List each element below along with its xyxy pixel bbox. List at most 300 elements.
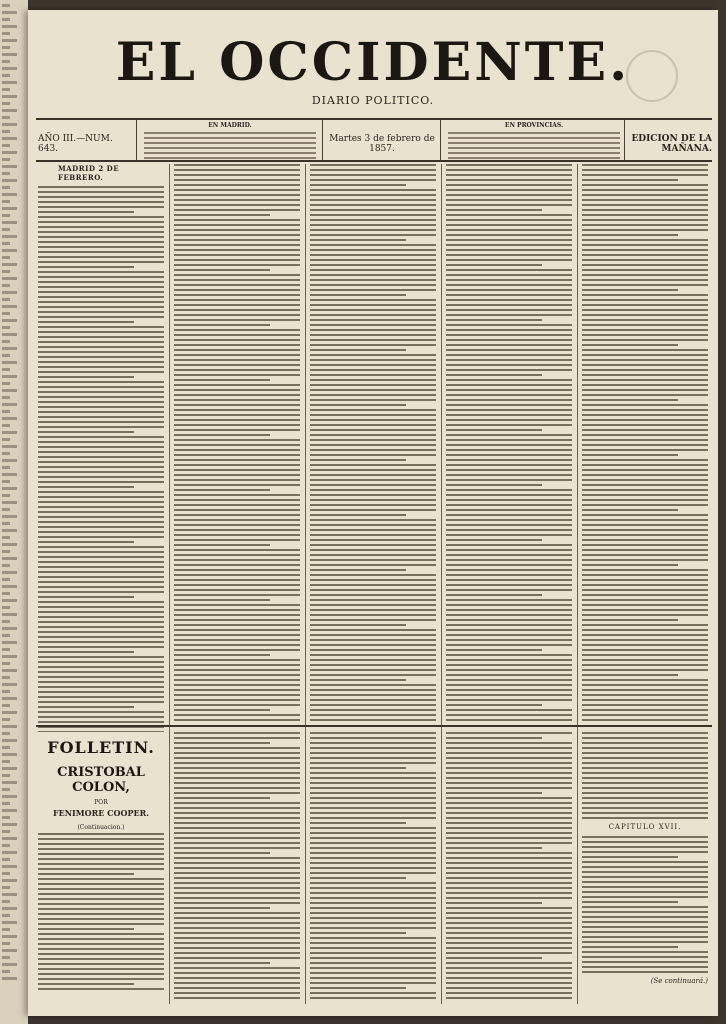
text-line bbox=[446, 987, 572, 989]
text-line bbox=[174, 624, 300, 626]
text-line bbox=[310, 254, 436, 256]
text-line bbox=[2, 207, 17, 210]
text-line bbox=[2, 4, 10, 7]
text-line bbox=[174, 444, 300, 446]
text-line bbox=[2, 424, 10, 427]
text-line bbox=[446, 379, 572, 381]
text-line bbox=[174, 289, 300, 291]
text-line bbox=[446, 737, 542, 739]
text-line bbox=[38, 716, 164, 718]
text-line bbox=[446, 384, 572, 386]
text-line bbox=[38, 216, 164, 218]
text-line bbox=[38, 616, 164, 618]
text-line bbox=[310, 359, 436, 361]
text-line bbox=[2, 816, 10, 819]
text-line bbox=[310, 887, 436, 889]
text-line bbox=[310, 772, 436, 774]
text-line bbox=[174, 464, 300, 466]
text-line bbox=[446, 644, 572, 646]
text-line bbox=[446, 897, 572, 899]
text-line bbox=[310, 164, 436, 166]
text-line bbox=[310, 299, 436, 301]
text-line bbox=[446, 619, 572, 621]
text-line bbox=[2, 361, 17, 364]
text-line bbox=[582, 264, 708, 266]
text-line bbox=[446, 857, 572, 859]
text-line bbox=[446, 654, 572, 656]
text-line bbox=[582, 179, 678, 181]
text-line bbox=[174, 962, 270, 964]
text-line bbox=[38, 843, 164, 845]
text-line bbox=[2, 949, 17, 952]
text-line bbox=[310, 259, 436, 261]
text-line bbox=[174, 219, 300, 221]
text-line bbox=[38, 416, 164, 418]
column-rule bbox=[577, 164, 578, 1004]
text-line bbox=[2, 774, 10, 777]
text-line bbox=[174, 524, 300, 526]
text-line bbox=[2, 473, 17, 476]
text-line bbox=[174, 659, 300, 661]
text-line bbox=[582, 941, 708, 943]
text-line bbox=[446, 389, 572, 391]
text-line bbox=[582, 971, 708, 973]
text-line bbox=[446, 314, 572, 316]
text-line bbox=[2, 221, 17, 224]
text-line bbox=[2, 396, 10, 399]
text-line bbox=[310, 757, 436, 759]
text-line bbox=[174, 982, 300, 984]
text-line bbox=[310, 439, 436, 441]
text-line bbox=[446, 334, 572, 336]
text-line bbox=[174, 977, 300, 979]
text-line bbox=[310, 544, 436, 546]
text-line bbox=[38, 691, 164, 693]
text-line bbox=[582, 699, 708, 701]
text-line bbox=[38, 526, 164, 528]
text-line bbox=[2, 886, 10, 889]
text-line bbox=[174, 927, 300, 929]
text-line bbox=[310, 709, 436, 711]
text-line bbox=[2, 354, 10, 357]
text-line bbox=[38, 256, 164, 258]
text-line bbox=[38, 571, 164, 573]
issue-date: Martes 3 de febrero de 1857. bbox=[329, 134, 435, 154]
text-line bbox=[38, 301, 164, 303]
text-line bbox=[38, 436, 164, 438]
text-line bbox=[174, 997, 300, 999]
text-line bbox=[582, 841, 708, 843]
text-line bbox=[174, 644, 300, 646]
text-line bbox=[174, 787, 300, 789]
text-line bbox=[310, 249, 436, 251]
text-line bbox=[310, 189, 436, 191]
text-line bbox=[38, 296, 164, 298]
text-line bbox=[446, 767, 572, 769]
text-line bbox=[582, 589, 708, 591]
text-line bbox=[174, 817, 300, 819]
info-divider bbox=[136, 120, 137, 160]
text-line bbox=[310, 762, 436, 764]
text-line bbox=[582, 544, 708, 546]
text-line bbox=[38, 261, 164, 263]
text-line bbox=[582, 866, 708, 868]
text-line bbox=[582, 594, 708, 596]
text-line bbox=[582, 424, 708, 426]
text-line bbox=[174, 689, 300, 691]
text-line bbox=[582, 861, 708, 863]
text-line bbox=[2, 767, 17, 770]
text-line bbox=[174, 204, 300, 206]
text-line bbox=[174, 294, 300, 296]
text-line bbox=[2, 109, 17, 112]
text-line bbox=[2, 137, 17, 140]
text-line bbox=[446, 709, 572, 711]
text-line bbox=[446, 294, 572, 296]
text-line bbox=[2, 907, 17, 910]
text-line bbox=[2, 270, 10, 273]
text-line bbox=[310, 684, 436, 686]
text-line bbox=[310, 244, 436, 246]
text-line bbox=[2, 823, 17, 826]
text-line bbox=[38, 316, 164, 318]
text-line bbox=[2, 263, 17, 266]
text-line bbox=[38, 978, 164, 980]
text-line bbox=[38, 291, 164, 293]
text-line bbox=[174, 912, 300, 914]
text-line bbox=[38, 711, 164, 713]
text-line bbox=[582, 464, 708, 466]
text-line bbox=[446, 404, 572, 406]
text-line bbox=[446, 689, 572, 691]
text-line bbox=[174, 329, 300, 331]
text-line bbox=[174, 634, 300, 636]
text-line bbox=[446, 244, 572, 246]
text-line bbox=[310, 872, 436, 874]
text-line bbox=[582, 354, 708, 356]
text-line bbox=[446, 349, 572, 351]
text-line bbox=[582, 534, 708, 536]
text-line bbox=[582, 329, 708, 331]
text-line bbox=[310, 742, 436, 744]
text-line bbox=[582, 494, 708, 496]
text-line bbox=[446, 494, 572, 496]
text-line bbox=[582, 782, 708, 784]
text-line bbox=[174, 852, 270, 854]
text-line bbox=[446, 364, 572, 366]
text-line bbox=[2, 718, 10, 721]
text-line bbox=[446, 259, 572, 261]
text-line bbox=[446, 752, 572, 754]
text-line bbox=[310, 339, 436, 341]
text-line bbox=[38, 908, 164, 910]
text-line bbox=[446, 977, 572, 979]
text-line bbox=[310, 664, 436, 666]
text-line bbox=[174, 269, 270, 271]
text-line bbox=[446, 539, 542, 541]
text-line bbox=[174, 214, 270, 216]
text-line bbox=[38, 591, 164, 593]
text-line bbox=[310, 449, 436, 451]
text-line bbox=[310, 957, 436, 959]
text-line bbox=[174, 239, 300, 241]
text-line bbox=[446, 674, 572, 676]
text-line bbox=[582, 239, 708, 241]
text-line bbox=[2, 732, 10, 735]
text-line bbox=[310, 812, 436, 814]
text-line bbox=[2, 340, 10, 343]
text-line bbox=[2, 445, 17, 448]
text-line bbox=[582, 519, 708, 521]
text-line bbox=[310, 514, 406, 516]
text-line bbox=[38, 898, 164, 900]
text-line bbox=[310, 589, 436, 591]
text-line bbox=[446, 912, 572, 914]
text-line bbox=[310, 399, 436, 401]
text-line bbox=[446, 454, 572, 456]
text-line bbox=[582, 394, 708, 396]
text-line bbox=[446, 414, 572, 416]
text-line bbox=[582, 876, 708, 878]
text-line bbox=[174, 519, 300, 521]
text-line bbox=[582, 349, 708, 351]
text-line bbox=[446, 867, 572, 869]
text-line bbox=[2, 648, 10, 651]
text-line bbox=[446, 802, 572, 804]
text-line bbox=[582, 529, 708, 531]
text-line bbox=[582, 762, 708, 764]
text-line bbox=[446, 822, 572, 824]
text-line bbox=[174, 459, 300, 461]
text-line bbox=[310, 714, 436, 716]
text-line bbox=[38, 376, 134, 378]
text-line bbox=[582, 689, 708, 691]
text-line bbox=[446, 922, 572, 924]
text-line bbox=[2, 53, 17, 56]
text-line bbox=[446, 409, 572, 411]
text-line bbox=[582, 654, 708, 656]
text-line bbox=[174, 344, 300, 346]
text-line bbox=[310, 654, 436, 656]
text-line bbox=[38, 948, 164, 950]
text-line bbox=[174, 649, 300, 651]
text-line bbox=[2, 830, 10, 833]
feuilleton-column-3 bbox=[310, 732, 436, 1004]
text-line bbox=[446, 534, 572, 536]
text-line bbox=[174, 569, 300, 571]
feuilleton-column-4 bbox=[446, 732, 572, 1004]
text-line bbox=[446, 264, 542, 266]
text-line bbox=[582, 916, 708, 918]
text-line bbox=[446, 424, 572, 426]
text-line bbox=[2, 676, 10, 679]
text-line bbox=[38, 918, 164, 920]
text-line bbox=[174, 454, 300, 456]
text-line bbox=[174, 802, 300, 804]
text-line bbox=[2, 550, 10, 553]
text-line bbox=[582, 851, 708, 853]
previous-page-edge bbox=[0, 0, 28, 1024]
text-line bbox=[2, 165, 17, 168]
text-line bbox=[174, 474, 300, 476]
text-line bbox=[38, 191, 164, 193]
text-line bbox=[174, 434, 270, 436]
text-line bbox=[174, 539, 300, 541]
text-line bbox=[174, 309, 300, 311]
text-line bbox=[446, 439, 572, 441]
text-line bbox=[174, 822, 300, 824]
text-line bbox=[446, 872, 572, 874]
text-line bbox=[38, 878, 164, 880]
text-line bbox=[310, 529, 436, 531]
text-line bbox=[38, 848, 164, 850]
text-line bbox=[174, 414, 300, 416]
text-line bbox=[446, 599, 572, 601]
text-line bbox=[174, 489, 270, 491]
text-line bbox=[446, 952, 572, 954]
text-line bbox=[446, 269, 572, 271]
text-line bbox=[446, 917, 572, 919]
text-line bbox=[310, 982, 436, 984]
text-line bbox=[446, 234, 572, 236]
text-line bbox=[582, 444, 708, 446]
text-line bbox=[2, 809, 17, 812]
text-line bbox=[38, 706, 134, 708]
text-line bbox=[174, 189, 300, 191]
text-line bbox=[310, 289, 436, 291]
text-line bbox=[446, 499, 572, 501]
text-line bbox=[446, 204, 572, 206]
text-line bbox=[310, 817, 436, 819]
text-line bbox=[446, 797, 572, 799]
text-line bbox=[2, 963, 17, 966]
text-line bbox=[174, 867, 300, 869]
text-line bbox=[38, 531, 164, 533]
text-line bbox=[174, 484, 300, 486]
text-line bbox=[310, 604, 436, 606]
text-line bbox=[38, 868, 164, 870]
text-line bbox=[38, 963, 164, 965]
text-line bbox=[310, 214, 436, 216]
text-line bbox=[582, 344, 678, 346]
provinces-heading: EN PROVINCIAS. bbox=[504, 122, 564, 129]
text-line bbox=[38, 551, 164, 553]
text-line bbox=[582, 747, 708, 749]
text-line bbox=[310, 857, 436, 859]
text-line bbox=[446, 832, 572, 834]
text-line bbox=[174, 669, 300, 671]
text-line bbox=[582, 324, 708, 326]
text-line bbox=[582, 294, 708, 296]
text-line bbox=[38, 958, 164, 960]
by-label: POR bbox=[94, 799, 108, 806]
text-line bbox=[2, 326, 10, 329]
text-line bbox=[2, 116, 10, 119]
text-line bbox=[2, 312, 10, 315]
text-line bbox=[582, 817, 708, 819]
text-line bbox=[2, 144, 10, 147]
text-line bbox=[310, 169, 436, 171]
text-line bbox=[582, 299, 708, 301]
text-line bbox=[38, 546, 164, 548]
text-line bbox=[446, 444, 572, 446]
text-line bbox=[2, 942, 10, 945]
text-line bbox=[38, 943, 164, 945]
text-line bbox=[38, 541, 134, 543]
text-line bbox=[446, 369, 572, 371]
text-line bbox=[446, 399, 572, 401]
text-line bbox=[310, 594, 436, 596]
text-line bbox=[446, 199, 572, 201]
text-line bbox=[2, 599, 17, 602]
text-line bbox=[174, 579, 300, 581]
text-line bbox=[38, 536, 164, 538]
text-line bbox=[446, 609, 572, 611]
text-line bbox=[582, 449, 708, 451]
text-line bbox=[2, 18, 10, 21]
text-line bbox=[2, 130, 10, 133]
text-line bbox=[446, 394, 572, 396]
text-line bbox=[174, 319, 300, 321]
text-line bbox=[174, 902, 300, 904]
text-line bbox=[310, 469, 436, 471]
text-line bbox=[310, 747, 436, 749]
text-line bbox=[582, 614, 708, 616]
text-line bbox=[2, 102, 10, 105]
text-line bbox=[2, 172, 10, 175]
text-line bbox=[2, 683, 17, 686]
text-line bbox=[38, 271, 164, 273]
text-line bbox=[38, 988, 164, 990]
text-line bbox=[2, 501, 17, 504]
text-line bbox=[174, 957, 300, 959]
text-line bbox=[174, 639, 300, 641]
text-line bbox=[310, 314, 436, 316]
text-line bbox=[446, 669, 572, 671]
text-line bbox=[310, 489, 436, 491]
text-line bbox=[310, 927, 436, 929]
text-line bbox=[2, 298, 10, 301]
text-line bbox=[174, 897, 300, 899]
text-line bbox=[446, 569, 572, 571]
text-line bbox=[2, 452, 10, 455]
text-line bbox=[446, 289, 572, 291]
text-line bbox=[174, 807, 300, 809]
text-line bbox=[446, 284, 572, 286]
text-line bbox=[2, 613, 17, 616]
text-line bbox=[2, 529, 17, 532]
column-rule bbox=[441, 164, 442, 1004]
text-line bbox=[310, 862, 436, 864]
text-line bbox=[446, 489, 572, 491]
text-line bbox=[38, 566, 164, 568]
text-line bbox=[174, 812, 300, 814]
text-line bbox=[174, 594, 300, 596]
text-line bbox=[446, 584, 572, 586]
text-line bbox=[310, 414, 436, 416]
text-line bbox=[174, 209, 300, 211]
text-line bbox=[310, 574, 436, 576]
text-line bbox=[38, 561, 164, 563]
text-line bbox=[2, 95, 17, 98]
text-line bbox=[446, 947, 572, 949]
text-line bbox=[582, 259, 708, 261]
text-line bbox=[446, 209, 542, 211]
text-line bbox=[310, 997, 436, 999]
text-line bbox=[2, 571, 17, 574]
text-line bbox=[310, 199, 436, 201]
text-line bbox=[38, 838, 164, 840]
